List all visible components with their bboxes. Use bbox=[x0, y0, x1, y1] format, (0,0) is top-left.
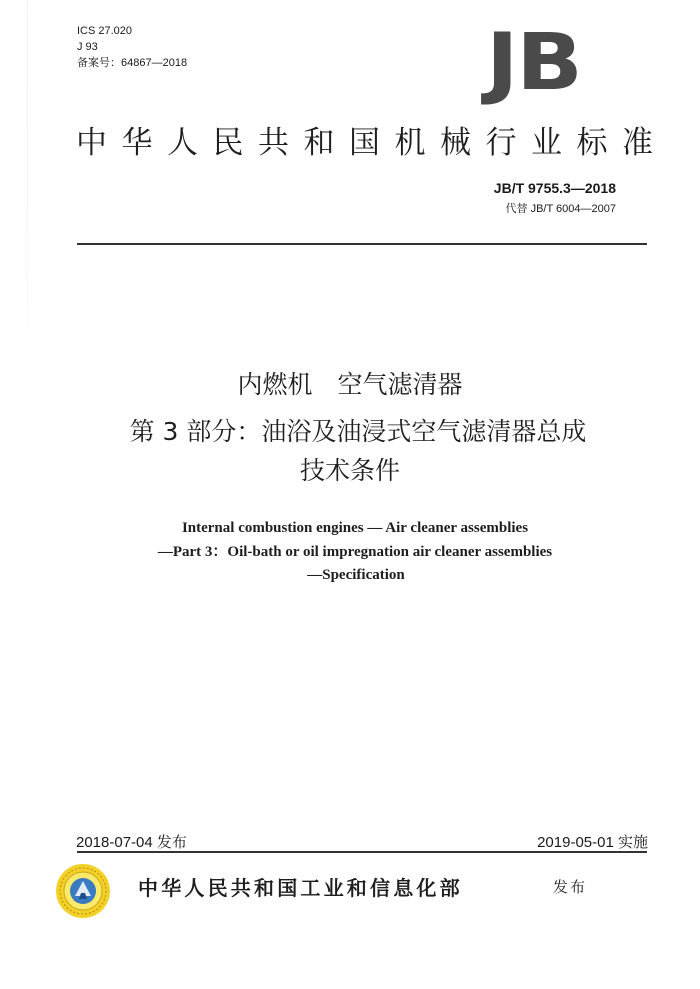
footer-divider bbox=[77, 851, 647, 853]
header-divider bbox=[77, 243, 647, 245]
chinese-title-line-1: 内燃机 空气滤清器 bbox=[237, 370, 463, 399]
industry-standard-title: 中华人民共和国机械行业标准 bbox=[76, 125, 668, 161]
scan-edge bbox=[27, 0, 28, 330]
english-title-line-2: —Part 3：Oil-bath or oil impregnation air cleaner assemblies bbox=[157, 544, 553, 560]
issuing-authority: 中华人民共和国工业和信息化部 bbox=[138, 876, 463, 900]
ministry-emblem-icon bbox=[55, 863, 111, 919]
record-number: 备案号：64867—2018 bbox=[77, 57, 188, 69]
english-title-line-3: —Specification bbox=[307, 567, 405, 583]
ccs-code: J 93 bbox=[77, 41, 98, 53]
issuing-authority-suffix: 发布 bbox=[553, 878, 588, 896]
english-title-line-1: Internal combustion engines — Air cleaner assemblies bbox=[181, 520, 529, 536]
publish-date: 2018-07-04 发布 bbox=[76, 834, 187, 851]
standard-number-text: JB/T 9755.3—2018 bbox=[493, 180, 616, 196]
standard-number bbox=[494, 180, 616, 196]
implementation-date: 2019-05-01 实施 bbox=[537, 834, 648, 851]
chinese-title-line-2: 第 3 部分：油浴及油浸式空气滤清器总成 bbox=[129, 417, 587, 446]
chinese-title-line-3: 技术条件 bbox=[299, 456, 400, 485]
ics-code: ICS 27.020 bbox=[77, 25, 133, 37]
jb-logo: JB bbox=[486, 18, 581, 108]
replaces-standard: 代替 JB/T 6004—2007 bbox=[505, 203, 616, 215]
classification-block bbox=[77, 23, 187, 71]
